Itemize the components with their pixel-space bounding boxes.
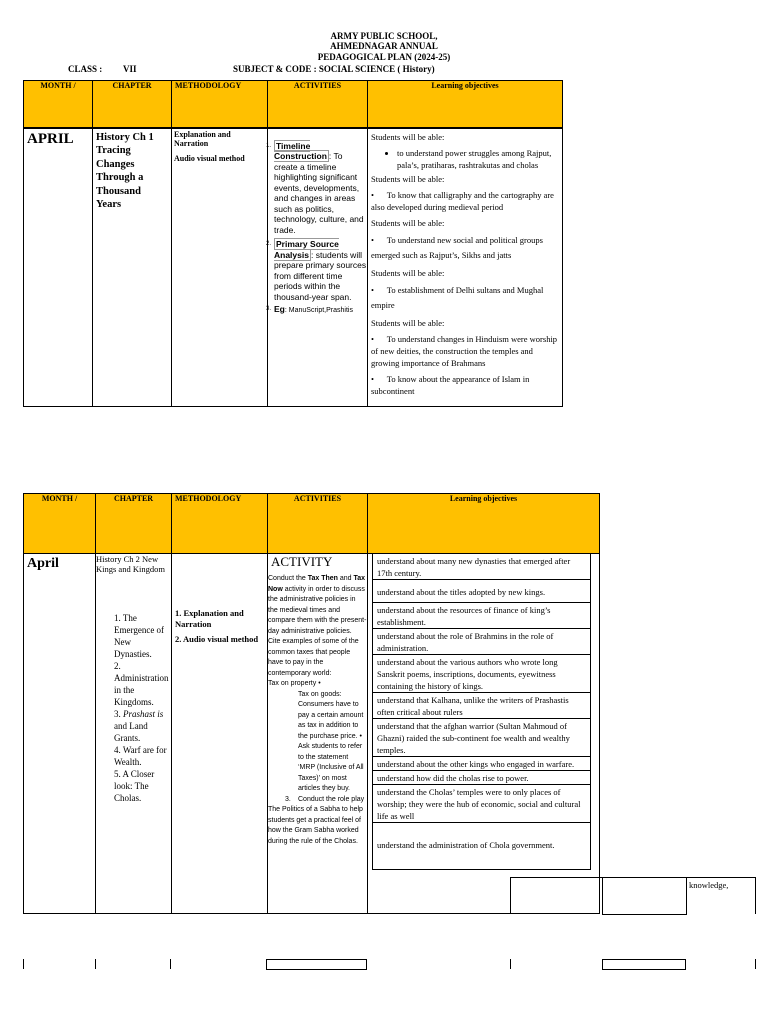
header-learning: Learning objectives: [368, 494, 600, 554]
methodology-item: 2. Audio visual method: [175, 634, 259, 644]
learning-item: understand about the role of Brahmins in the role of administration.: [373, 629, 590, 655]
learning-item: • To understand new social and political groups emerged such as Rajput’s, Sikhs and jatts: [371, 234, 543, 260]
plan-title: PEDAGOGICAL PLAN (2024-25): [317, 52, 451, 62]
header-methodology: METHODOLOGY: [172, 494, 268, 554]
activity-text: The Politics of a Sabha to help students get a practical feel of how the Gram Sabha worked during the rule of the Cholas.: [268, 806, 363, 845]
header-activities: ACTIVITIES: [268, 81, 368, 128]
learning-item: understand that the afghan warrior (Sultan Mahmoud of Ghazni) raided the sub-continent foe wealth and wealthy temples.: [373, 719, 590, 757]
chapter-cell: [96, 554, 172, 914]
header-activities: ACTIVITIES: [268, 494, 368, 554]
activity-text: Conduct the Tax Then and Tax Now activity in order to discuss the administrative policies in the medieval times and compare them with the present-day administrative policies.: [268, 575, 367, 635]
learning-cell: Students will be able: • to understand power struggles among Rajput, pala’s, pratiharas, rashtrakutas and cholas Students will be able: • To know that calligraphy and the cartography are also developed during medieval period Students will be able: • To understand new social and political groups emerged such as Rajput’s, Sikhs and jatts Students will be able: • To establishment of Delhi sultans and Mughal empire Students will be able: • To understand changes in Hinduism were worship of new deities, the construction the temples and growing importance of Brahmans • To know about the appearance of Islam in subcontinent: [368, 128, 563, 407]
methodology-cell: [172, 554, 268, 914]
class-value: VII: [123, 64, 137, 74]
learning-item: understand about many new dynasties that emerged after 17th century.: [373, 554, 590, 580]
month-cell: April: [24, 554, 96, 914]
activity-item: 2. Primary Source Analysis : students will prepare primary sources from different time periods within the thousand-year span.: [266, 239, 367, 302]
learning-item: understand the Cholas’ temples were to only places of worship; they were the hub of economic, social and cultural life as well: [373, 785, 590, 823]
activity-text: 3. Conduct the role play: [285, 795, 365, 803]
school-location: AHMEDNAGAR ANNUAL: [330, 41, 438, 51]
class-label: CLASS :: [68, 64, 103, 74]
learning-item: • To establishment of Delhi sultans and Mughal empire: [371, 284, 544, 310]
activity-heading: ACTIVITY: [271, 554, 333, 569]
divider: [510, 959, 511, 969]
chapter-cell: History Ch 1 Tracing Changes Through a Thousand Years: [93, 128, 172, 407]
activity-text: Cite examples of some of the common taxes that people have to pay in the contemporary world:: [268, 638, 359, 677]
learning-item: understand about the various authors who wrote long Sanskrit poems, inscriptions, documents, eyewitness containing the history of kings.: [373, 655, 590, 693]
learning-item: • To understand changes in Hinduism were worship of new deities, the construction the temples and growing importance of Brahmans: [371, 333, 558, 368]
chapter-title: History Ch 2 New Kings and Kingdom: [96, 554, 165, 574]
plan-table-1: [23, 80, 563, 407]
school-name: ARMY PUBLIC SCHOOL,: [330, 31, 438, 41]
activities-cell: [268, 128, 368, 407]
activities-cell: [268, 554, 368, 914]
learning-item: understand about the other kings who engaged in warfare.: [373, 757, 590, 771]
month-cell: APRIL: [24, 128, 93, 407]
divider: [170, 959, 171, 969]
table-fragment: [602, 959, 686, 970]
extra-cell-text: knowledge,: [689, 880, 729, 890]
header-month: MONTH /: [24, 494, 96, 554]
table-fragment: [602, 877, 687, 915]
header-chapter: CHAPTER: [93, 81, 172, 128]
table-fragment: [266, 959, 367, 970]
header-month: MONTH /: [24, 81, 93, 128]
activity-item: 3. Eg: ManuScript,Prashitis: [266, 304, 353, 314]
header-learning: Learning objectives: [368, 81, 563, 128]
divider: [755, 959, 756, 969]
learning-item: • To know that calligraphy and the cartography are also developed during medieval period: [371, 189, 554, 212]
learning-item: understand about the resources of finance of king’s establishment.: [373, 603, 590, 629]
activity-item: 1. Timeline Construction : To create a timeline highlighting significant events, developments, and changes in areas such as politics, technology, culture, and trade.: [266, 140, 364, 235]
activity-text: Tax on goods: Consumers have to pay a certain amount as tax in addition to the purchase price. • Ask students to refer to the statement ‘MRP (Inclusive of All Taxes)’ on most articles they buy.: [298, 690, 364, 792]
learning-item: understand that Kalhana, unlike the writers of Prashastis often critical about rulers: [373, 693, 590, 719]
methodology-item: Audio visual method: [174, 153, 245, 163]
activity-text: Tax on property •: [268, 680, 321, 687]
methodology-cell: [172, 128, 268, 407]
header-chapter: CHAPTER: [96, 494, 172, 554]
learning-item: understand the administration of Chola government.: [373, 823, 590, 870]
learning-cell: [368, 554, 600, 914]
divider: [23, 959, 24, 969]
learning-item: understand how did the cholas rise to power.: [373, 771, 590, 785]
learning-item: understand about the titles adopted by new kings.: [373, 580, 590, 603]
learning-item: • To know about the appearance of Islam in subcontinent: [371, 373, 530, 396]
subject-code: SUBJECT & CODE : SOCIAL SCIENCE ( History): [233, 64, 435, 74]
methodology-item: 1. Explanation and Narration: [175, 608, 244, 629]
chapter-topics: 1. The Emergence of New Dynasties. 2. Administration in the Kingdoms. 3. Prashast is and Land Grants. 4. Warf are for Wealth. 5. A Closer look: The Cholas.: [114, 613, 169, 803]
table-fragment: [510, 877, 603, 914]
learning-item: • to understand power struggles among Rajput, pala’s, pratiharas, rashtrakutas and cholas: [397, 147, 560, 171]
plan-table-2: [23, 493, 600, 914]
header-methodology: METHODOLOGY: [172, 81, 268, 128]
methodology-item: Explanation and Narration: [174, 129, 231, 148]
divider: [95, 959, 96, 969]
